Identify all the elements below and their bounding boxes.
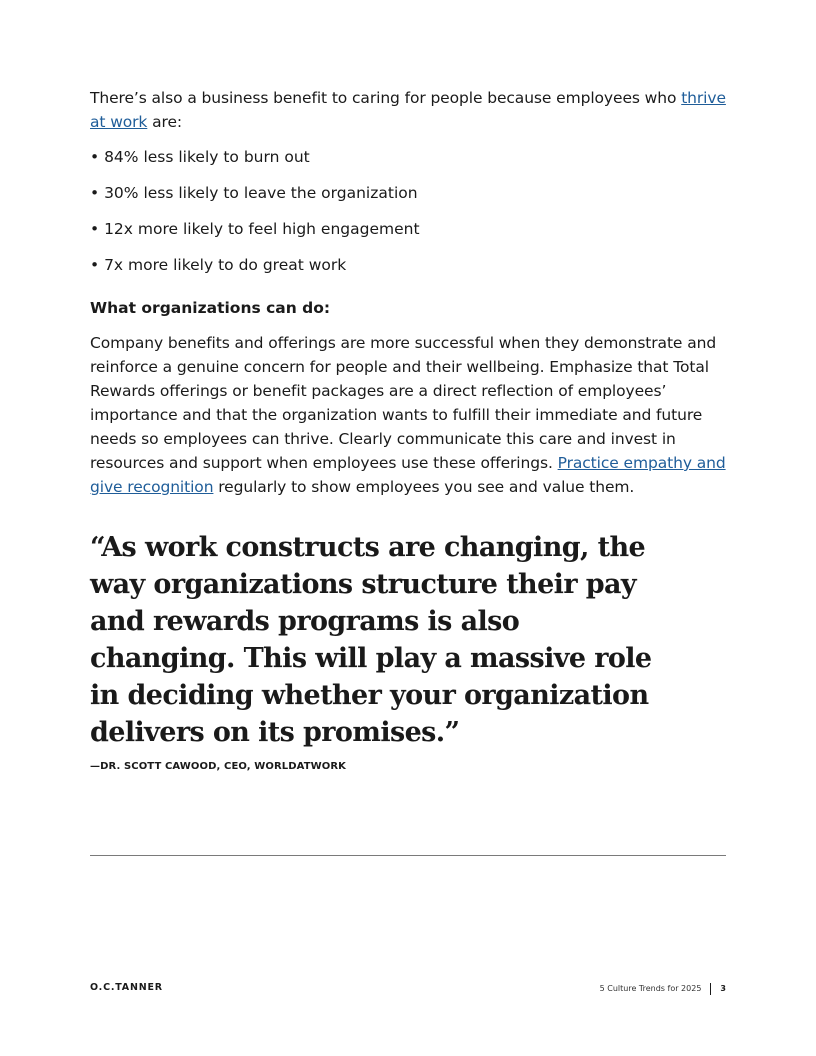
list-item: • 12x more likely to feel high engagement (90, 220, 420, 238)
intro-text: There’s also a business benefit to caring for people because employees who (90, 89, 682, 107)
brand-logo: O.C.TANNER (90, 982, 163, 993)
footer-meta (600, 982, 726, 996)
intro-paragraph (90, 86, 726, 134)
body-text: Company benefits and offerings are more successful when they demonstrate and reinforce a genuine concern for people and their wellbeing. Emphasize that Total Rewards offerings or benefit packages are a direct reflection of employees’ importance and that the organization wants to fulfill their immediate and future needs so employees can thrive. Clearly communicate this care and invest in resources and support when employees use these offerings. (90, 334, 717, 472)
body-paragraph (90, 331, 726, 499)
page-footer (90, 982, 726, 996)
intro-text-after: are: (147, 113, 183, 131)
document-title: 5 Culture Trends for 2025 (599, 984, 702, 993)
pull-quote: “As work constructs are changing, the way organizations structure their pay and rewards programs is also changing. This will play a massive role in deciding whether your organization delivers on its promises.” (90, 532, 652, 748)
footer-separator (710, 983, 711, 995)
page-content (90, 86, 726, 772)
practice-empathy-link[interactable]: Practice empathy and give recognition (90, 454, 726, 496)
section-divider (90, 855, 726, 856)
body-text-after: regularly to show employees you see and value them. (213, 478, 635, 496)
list-item: • 7x more likely to do great work (90, 256, 347, 274)
benefits-list (90, 145, 726, 277)
thrive-at-work-link[interactable]: thrive at work (90, 89, 726, 131)
quote-attribution: —DR. SCOTT CAWOOD, CEO, WORLDATWORK (90, 761, 347, 772)
list-item: • 84% less likely to burn out (90, 148, 310, 166)
list-item: • 30% less likely to leave the organization (90, 184, 418, 202)
section-heading: What organizations can do: (90, 299, 331, 317)
page-number: 3 (720, 984, 726, 993)
